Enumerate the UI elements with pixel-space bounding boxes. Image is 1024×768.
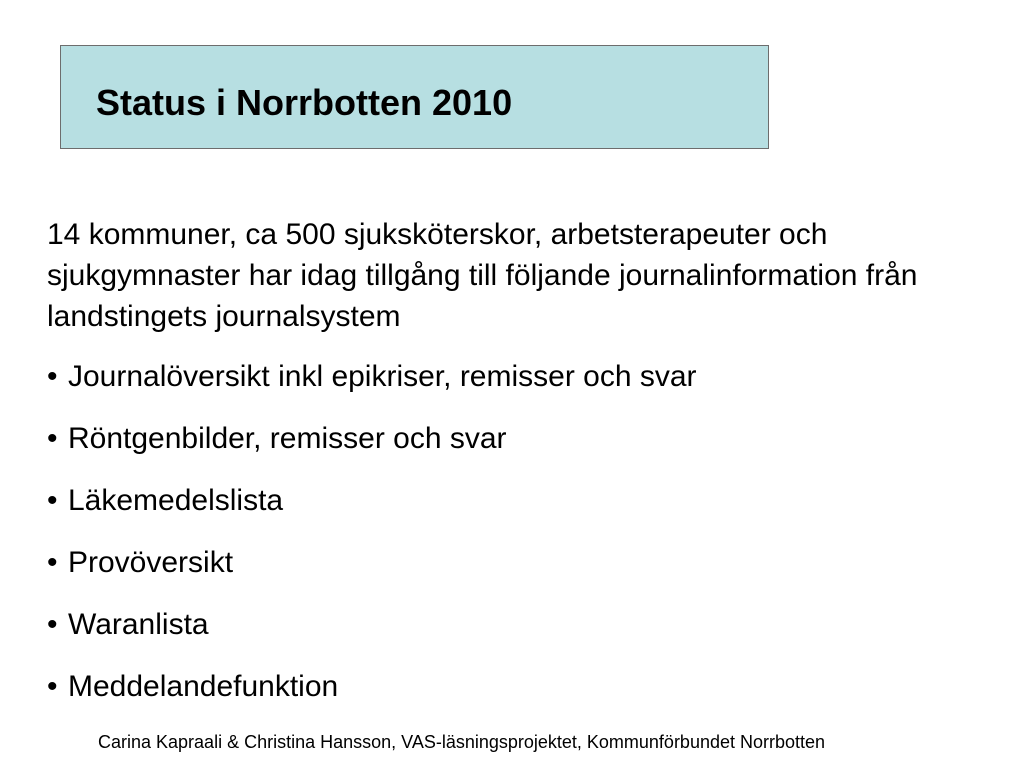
slide-title: Status i Norrbotten 2010 (96, 82, 513, 123)
list-item-label: Röntgenbilder, remisser och svar (68, 422, 507, 455)
list-item-label: Provöversikt (68, 546, 234, 579)
title-box (60, 45, 769, 149)
list-item-label: Waranlista (68, 608, 209, 641)
bullet-icon: • (47, 670, 58, 703)
bullet-icon: • (47, 422, 58, 455)
list-item (47, 418, 697, 480)
list-item (47, 480, 697, 542)
list-item (47, 666, 697, 728)
list-item-label: Meddelandefunktion (68, 670, 339, 703)
list-item (47, 604, 697, 666)
list-item-label: Journalöversikt inkl epikriser, remisser och svar (68, 360, 697, 393)
bullet-icon: • (47, 608, 58, 641)
list-item (47, 356, 697, 418)
bullet-icon: • (47, 546, 58, 579)
intro-paragraph: 14 kommuner, ca 500 sjuksköterskor, arbetsterapeuter och sjukgymnaster har idag tillgång till följande journalinformation från landstingets journalsystem (47, 218, 918, 333)
bullet-icon: • (47, 484, 58, 517)
footer-credits: Carina Kapraali & Christina Hansson, VAS-läsningsprojektet, Kommunförbundet Norrbotten (98, 732, 826, 752)
list-item-label: Läkemedelslista (68, 484, 284, 517)
list-item (47, 542, 697, 604)
bullet-icon: • (47, 360, 58, 393)
bullet-list (47, 356, 697, 728)
